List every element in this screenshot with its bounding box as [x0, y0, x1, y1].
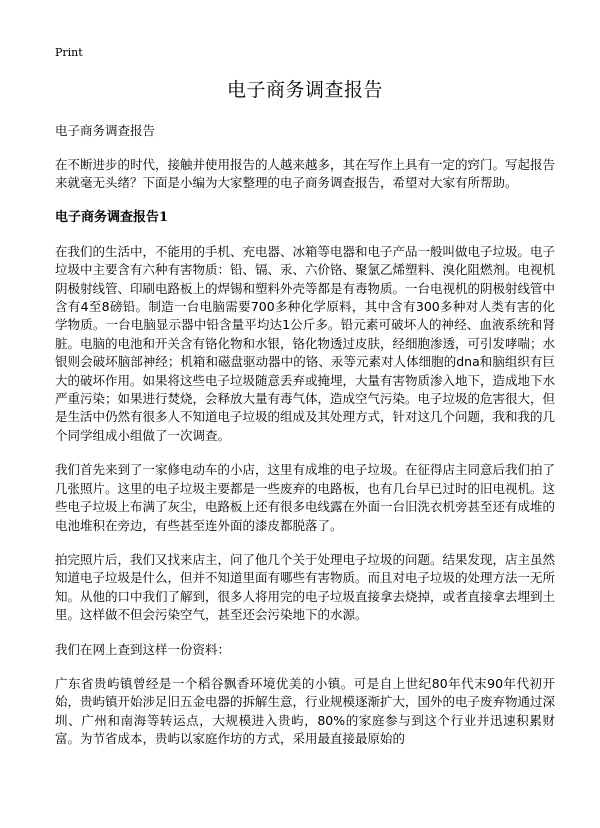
print-link[interactable]: Print — [55, 46, 83, 59]
document-subtitle: 电子商务调查报告 — [55, 123, 156, 138]
intro-paragraph: 在不断进步的时代，接触并使用报告的人越来越多，其在写作上具有一定的窍门。写起报告来就毫无头绪？下面是小编为大家整理的电子商务调查报告，希望对大家有所帮助。 — [55, 157, 556, 191]
body-paragraph-3: 拍完照片后，我们又找来店主，问了他几个关于处理电子垃圾的问题。结果发现，店主虽然知道电子垃圾是什么，但并不知道里面有哪些有害物质。而且对电子垃圾的处理方法一无所知。从他的口中我们了解到，很多人将用完的电子垃圾直接拿去烧掉，或者直接拿去埋到土里。这样做不但会污染空气，甚至还会污染地下的水源。 — [55, 551, 556, 623]
body-paragraph-2: 我们首先来到了一家修电动车的小店，这里有成堆的电子垃圾。在征得店主同意后我们拍了几张照片。这里的电子垃圾主要都是一些废弃的电路板，也有几台早已过时的旧电视机。这些电子垃圾上布满了灰尘，电路板上还有很多电线露在外面一台旧洗衣机旁甚至还有成堆的电池堆积在旁边，有些甚至连外面的漆皮都脱落了。 — [55, 462, 556, 533]
section-heading: 电子商务调查报告1 — [55, 209, 169, 225]
page-title: 电子商务调查报告 — [226, 79, 383, 101]
document-body — [55, 76, 555, 765]
body-paragraph-4: 我们在网上查到这样一份资料： — [55, 641, 231, 657]
body-paragraph-1: 在我们的生活中，不能用的手机、充电器、冰箱等电器和电子产品一般叫做电子垃圾。电子垃圾中主要含有六种有害物质：铅、镉、汞、六价铬、聚氯乙烯塑料、溴化阻燃剂。电视机阴极射线管、印刷电路板上的焊锡和塑料外壳等都是有毒物质。一台电视机的阴极射线管中含有4至8磅铅。制造一台电脑需要700多种化学原料，其中含有300多种对人类有害的化学物质。一台电脑显示器中铅含量平均达1公斤多。铅元素可破坏人的神经、血液系统和肾脏。电脑的电池和开关含有铬化物和水银，铬化物透过皮肤，经细胞渗透，可引发哮喘；水银则会破坏脑部神经；机箱和磁盘驱动器中的铬、汞等元素对人体细胞的dna和脑组织有巨大的破坏作用。如果将这些电子垃圾随意丢弃或掩埋，大量有害物质渗入地下，造成地下水严重污染；如果进行焚烧，会释放大量有毒气体，造成空气污染。电子垃圾的危害很大，但是生活中仍然有很多人不知道电子垃圾的组成及其处理方式，针对这几个问题，我和我的几个同学组成小组做了一次调查。 — [55, 243, 556, 443]
body-paragraph-5: 广东省贵屿镇曾经是一个稻谷飘香环境优美的小镇。可是自上世纪80年代末90年代初开始，贵屿镇开始涉足旧五金电器的拆解生意，行业规模逐渐扩大，国外的电子废弃物通过深圳、广州和南海等转运点，大规模进入贵屿，80%的家庭参与到这个行业并迅速积累财富。为节省成本，贵屿以家庭作坊的方式，采用最直接最原始的 — [55, 675, 556, 747]
